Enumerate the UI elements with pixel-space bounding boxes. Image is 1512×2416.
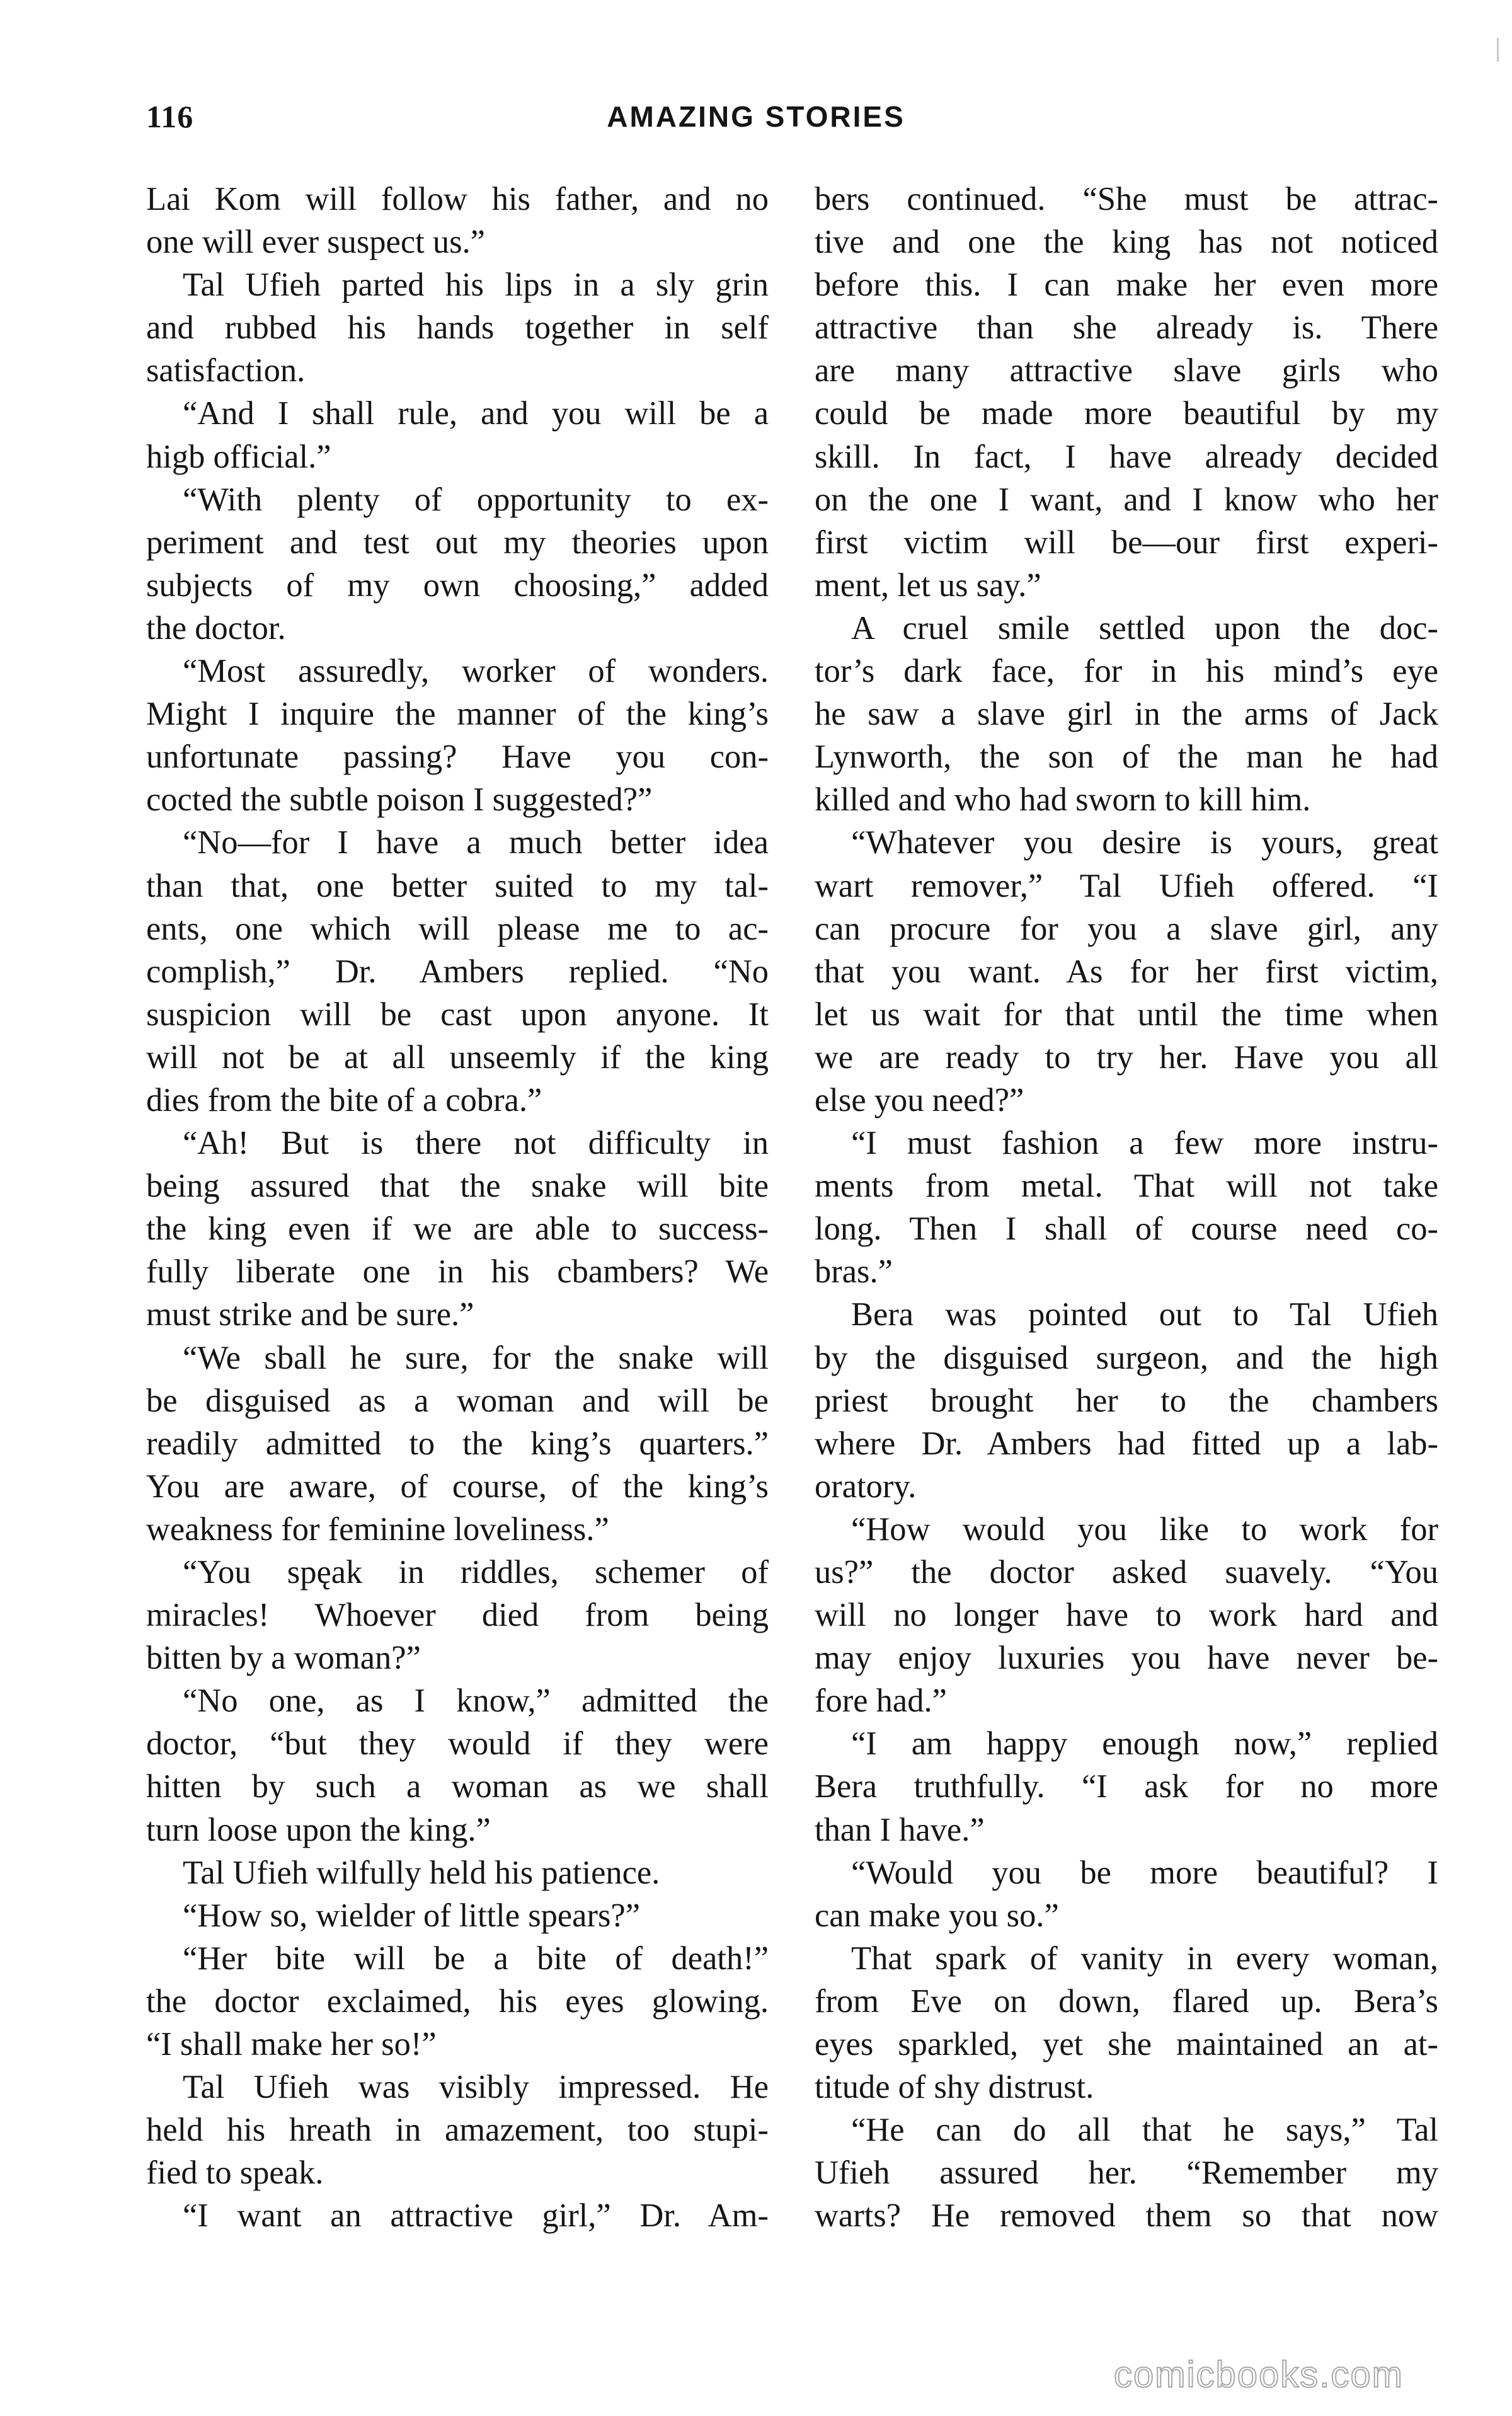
text-line: by the disguised surgeon, and the high	[815, 1339, 1438, 1376]
text-line: turn loose upon the king.”	[146, 1811, 491, 1848]
text-line: can make you so.”	[815, 1897, 1059, 1934]
text-line: bitten by a woman?”	[146, 1640, 421, 1677]
text-line: priest brought her to the chambers	[815, 1382, 1438, 1419]
text-line: may enjoy luxuries you have never be-	[815, 1640, 1438, 1677]
text-line: You are aware, of course, of the king’s	[146, 1468, 769, 1505]
text-line: periment and test out my theories upon	[146, 524, 769, 561]
text-line: eyes sparkled, yet she maintained an at-	[815, 2026, 1438, 2063]
text-line: being assured that the snake will bite	[146, 1168, 769, 1205]
text-line: Lynworth, the son of the man he had	[815, 739, 1438, 776]
text-line: else you need?”	[815, 1081, 1024, 1119]
text-line: suspicion will be cast upon anyone. It	[146, 996, 769, 1033]
text-line: fied to speak.	[146, 2154, 324, 2192]
text-line: where Dr. Ambers had fitted up a lab-	[815, 1425, 1438, 1462]
text-line: “Her bite will be a bite of death!”	[183, 1940, 769, 1977]
text-line: bers continued. “She must be attrac-	[815, 181, 1438, 217]
text-line: hitten by such a woman as we shall	[146, 1768, 769, 1805]
text-line: “No—for I have a much better idea	[183, 824, 769, 861]
text-line: can procure for you a slave girl, any	[815, 910, 1438, 947]
text-line: fully liberate one in his cbambers? We	[146, 1253, 769, 1291]
text-line: than I have.”	[815, 1811, 985, 1848]
running-header-title: AMAZING STORIES	[607, 100, 905, 133]
text-line: must strike and be sure.”	[146, 1296, 474, 1333]
text-line: attractive than she already is. There	[815, 309, 1438, 347]
text-line: Ufieh assured her. “Remember my	[815, 2154, 1438, 2192]
text-line: Bera truthfully. “I ask for no more	[815, 1768, 1438, 1805]
text-line: “Most assuredly, worker of wonders.	[183, 653, 769, 690]
text-line: “Would you be more beautiful? I	[851, 1854, 1438, 1891]
text-line: satisfaction.	[146, 352, 306, 389]
text-line: “With plenty of opportunity to ex-	[183, 481, 769, 518]
text-line: skill. In fact, I have already decided	[815, 438, 1438, 475]
text-line: he saw a slave girl in the arms of Jack	[815, 696, 1438, 733]
text-line: Tal Ufieh was visibly impressed. He	[183, 2069, 769, 2106]
text-line: we are ready to try her. Have you all	[815, 1038, 1438, 1076]
text-line: us?” the doctor asked suavely. “You	[815, 1554, 1438, 1591]
text-line: Bera was pointed out to Tal Ufieh	[851, 1296, 1438, 1333]
text-line: “I must fashion a few more instru-	[851, 1125, 1438, 1162]
text-line: killed and who had sworn to kill him.	[815, 781, 1311, 819]
text-line: A cruel smile settled upon the doc-	[851, 609, 1438, 647]
text-line: complish,” Dr. Ambers replied. “No	[146, 953, 769, 990]
text-line: tive and one the king has not noticed	[815, 224, 1438, 261]
text-line: “How would you like to work for	[851, 1510, 1438, 1548]
text-line: “I want an attractive girl,” Dr. Am-	[183, 2197, 769, 2235]
text-line: unfortunate passing? Have you con-	[146, 739, 769, 776]
text-line: first victim will be—our first experi-	[815, 524, 1438, 561]
text-column-right	[815, 178, 1438, 2238]
text-line: “I am happy enough now,” replied	[851, 1725, 1438, 1763]
text-line: cocted the subtle poison I suggested?”	[146, 781, 653, 819]
text-line: higb official.”	[146, 438, 331, 475]
text-line: Tal Ufieh wilfully held his patience.	[183, 1854, 660, 1891]
text-line: “Whatever you desire is yours, great	[851, 824, 1438, 861]
text-line: Lai Kom will follow his father, and no	[146, 181, 769, 217]
text-line: held his hreath in amazement, too stupi-	[146, 2112, 769, 2149]
text-line: long. Then I shall of course need co-	[815, 1211, 1438, 1248]
text-line: titude of shy distrust.	[815, 2069, 1094, 2106]
text-line: tor’s dark face, for in his mind’s eye	[815, 653, 1438, 690]
text-line: could be made more beautiful by my	[815, 395, 1438, 432]
text-line: warts? He removed them so that now	[815, 2197, 1438, 2235]
text-line: and rubbed his hands together in self	[146, 309, 769, 347]
text-line: be disguised as a woman and will be	[146, 1382, 769, 1419]
text-line: fore had.”	[815, 1683, 947, 1720]
text-line: let us wait for that until the time when	[815, 996, 1438, 1033]
text-line: before this. I can make her even more	[815, 267, 1438, 304]
text-line: readily admitted to the king’s quarters.”	[146, 1425, 769, 1462]
text-line: “No one, as I know,” admitted the	[183, 1683, 769, 1720]
text-line: one will ever suspect us.”	[146, 224, 485, 261]
watermark: comicbooks.com	[1114, 2354, 1404, 2395]
text-line: ment, let us say.”	[815, 567, 1041, 604]
text-line: are many attractive slave girls who	[815, 352, 1438, 389]
text-line: “Ah! But is there not difficulty in	[183, 1125, 769, 1162]
text-line: subjects of my own choosing,” added	[146, 567, 769, 604]
text-line: bras.”	[815, 1253, 893, 1291]
text-line: than that, one better suited to my tal-	[146, 867, 769, 904]
text-line: Might I inquire the manner of the king’s	[146, 696, 769, 733]
text-line: “You spęak in riddles, schemer of	[183, 1554, 769, 1591]
text-line: oratory.	[815, 1468, 917, 1505]
text-line: miracles! Whoever died from being	[146, 1597, 769, 1634]
text-line: dies from the bite of a cobra.”	[146, 1081, 542, 1119]
text-line: on the one I want, and I know who her	[815, 481, 1438, 518]
text-line: Tal Ufieh parted his lips in a sly grin	[183, 267, 769, 304]
text-line: “He can do all that he says,” Tal	[851, 2112, 1438, 2149]
page-number: 116	[146, 99, 194, 134]
text-line: “We sball he sure, for the snake will	[183, 1339, 769, 1376]
text-line: ments from metal. That will not take	[815, 1168, 1438, 1205]
text-line: will no longer have to work hard and	[815, 1597, 1438, 1634]
text-line: the doctor exclaimed, his eyes glowing.	[146, 1982, 769, 2020]
text-line: the doctor.	[146, 609, 286, 647]
text-line: “And I shall rule, and you will be a	[183, 395, 769, 432]
text-line: from Eve on down, flared up. Bera’s	[815, 1982, 1438, 2020]
scan-edge-mark	[1497, 38, 1499, 62]
text-line: that you want. As for her first victim,	[815, 953, 1438, 990]
text-line: doctor, “but they would if they were	[146, 1725, 769, 1763]
text-line: “I shall make her so!”	[146, 2026, 437, 2063]
text-line: That spark of vanity in every woman,	[851, 1940, 1438, 1977]
text-line: wart remover,” Tal Ufieh offered. “I	[815, 867, 1438, 904]
text-line: will not be at all unseemly if the king	[146, 1038, 769, 1076]
text-line: ents, one which will please me to ac-	[146, 910, 769, 947]
text-line: “How so, wielder of little spears?”	[183, 1897, 641, 1934]
text-line: weakness for feminine loveliness.”	[146, 1510, 609, 1548]
text-line: the king even if we are able to success-	[146, 1211, 769, 1248]
text-column-left	[146, 178, 769, 2238]
